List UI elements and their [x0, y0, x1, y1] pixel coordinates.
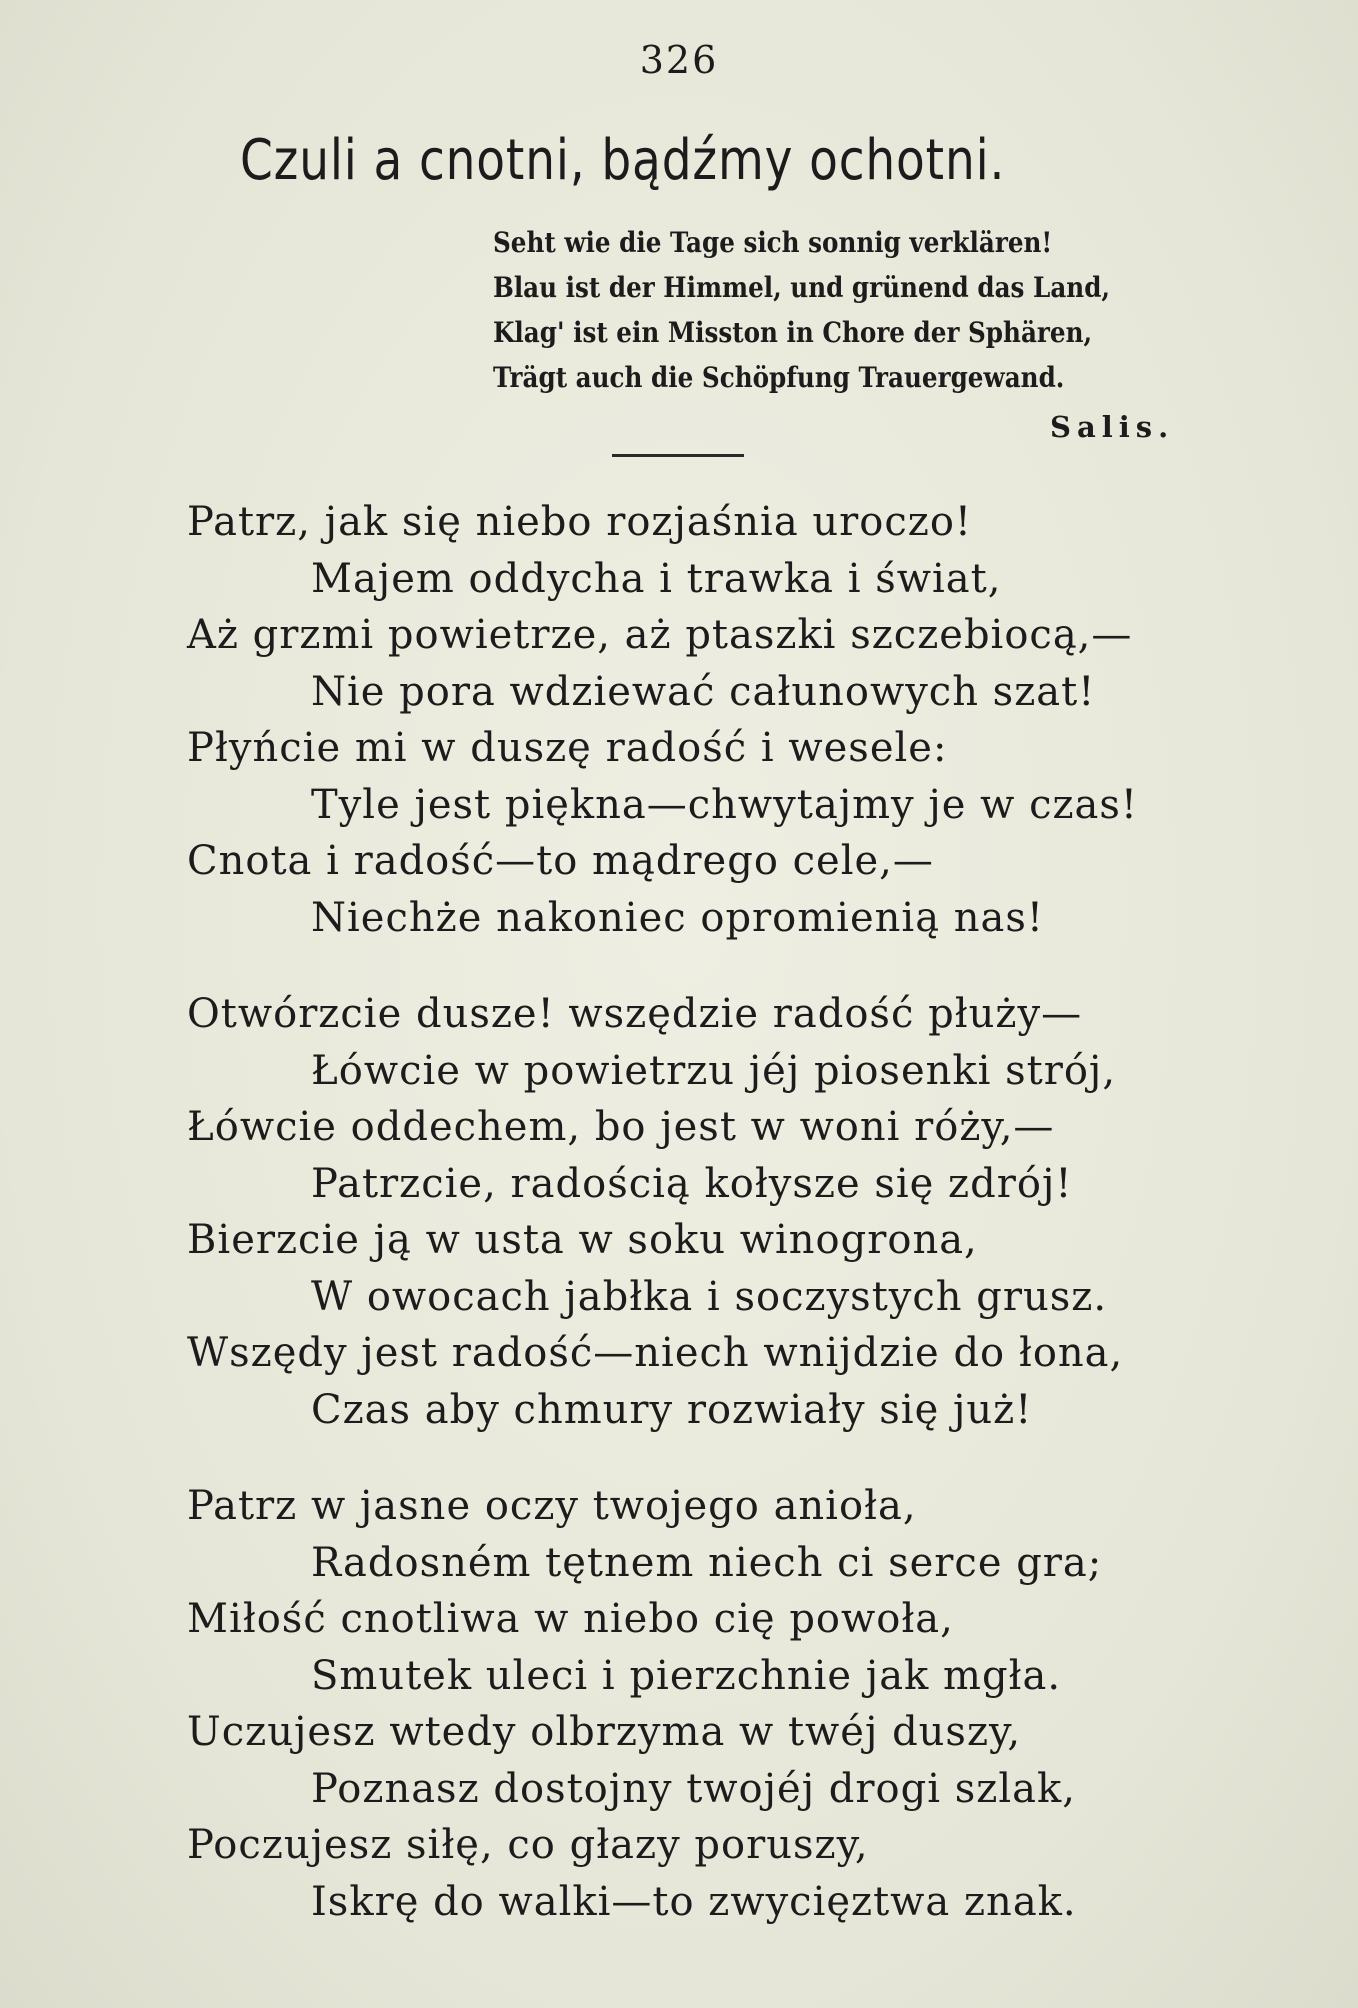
verse-line: Miłość cnotliwa w niebo cię powoła,	[187, 1596, 954, 1642]
verse-line: Łówcie oddechem, bo jest w woni róży,—	[187, 1104, 1055, 1150]
stanza-1	[187, 494, 1138, 946]
page-number: 326	[639, 38, 719, 82]
verse-line: Majem oddycha i trawka i świat,	[311, 555, 1002, 602]
epigraph-line: Seht wie die Tage sich sonnig verklären!	[493, 226, 1053, 259]
verse-line: Łówcie w powietrzu jéj piosenki strój,	[311, 1047, 1117, 1094]
poem-title: Czuli a cnotni, bądźmy ochotni.	[240, 128, 1006, 193]
verse-line: Radosném tętnem niech ci serce gra;	[311, 1539, 1103, 1586]
verse-line: Iskrę do walki—to zwycięztwa znak.	[311, 1878, 1077, 1925]
verse-line: W owocach jabłka i soczystych grusz.	[311, 1273, 1108, 1320]
epigraph-line: Blau ist der Himmel, und grünend das Land,	[493, 271, 1111, 304]
verse-line: Smutek uleci i pierzchnie jak mgła.	[311, 1652, 1062, 1699]
verse-line: Czas aby chmury rozwiały się już!	[311, 1386, 1033, 1433]
verse-line: Poznasz dostojny twojéj drogi szlak,	[311, 1765, 1076, 1812]
verse-line: Bierzcie ją w usta w soku winogrona,	[187, 1217, 978, 1263]
epigraph-line: Klag' ist ein Misston in Chore der Sphären,	[493, 316, 1093, 349]
epigraph-line: Trägt auch die Schöpfung Trauergewand.	[493, 361, 1065, 394]
verse-line: Wszędy jest radość—niech wnijdzie do łona,	[187, 1330, 1124, 1376]
section-divider	[612, 454, 744, 457]
stanza-3	[187, 1478, 1102, 1930]
verse-line: Patrz w jasne oczy twojego anioła,	[187, 1483, 917, 1529]
verse-line: Nie pora wdziewać całunowych szat!	[311, 668, 1096, 715]
verse-line: Poczujesz siłę, co głazy poruszy,	[187, 1822, 869, 1868]
verse-line: Aż grzmi powietrze, aż ptaszki szczebiocą,—	[187, 612, 1133, 658]
verse-line: Uczujesz wtedy olbrzyma w twéj duszy,	[187, 1709, 1022, 1755]
verse-line: Niechże nakoniec opromienią nas!	[311, 894, 1044, 941]
verse-line: Patrzcie, radością kołysze się zdrój!	[311, 1160, 1073, 1207]
stanza-2	[187, 986, 1123, 1438]
epigraph	[493, 220, 1194, 400]
epigraph-attribution: Salis.	[1050, 410, 1175, 444]
verse-line: Otwórzcie dusze! wszędzie radość płuży—	[187, 991, 1083, 1037]
verse-line: Patrz, jak się niebo rozjaśnia uroczo!	[187, 499, 972, 545]
verse-line: Płyńcie mi w duszę radość i wesele:	[187, 725, 948, 771]
verse-line: Tyle jest piękna—chwytajmy je w czas!	[311, 781, 1138, 828]
verse-line: Cnota i radość—to mądrego cele,—	[187, 838, 934, 884]
